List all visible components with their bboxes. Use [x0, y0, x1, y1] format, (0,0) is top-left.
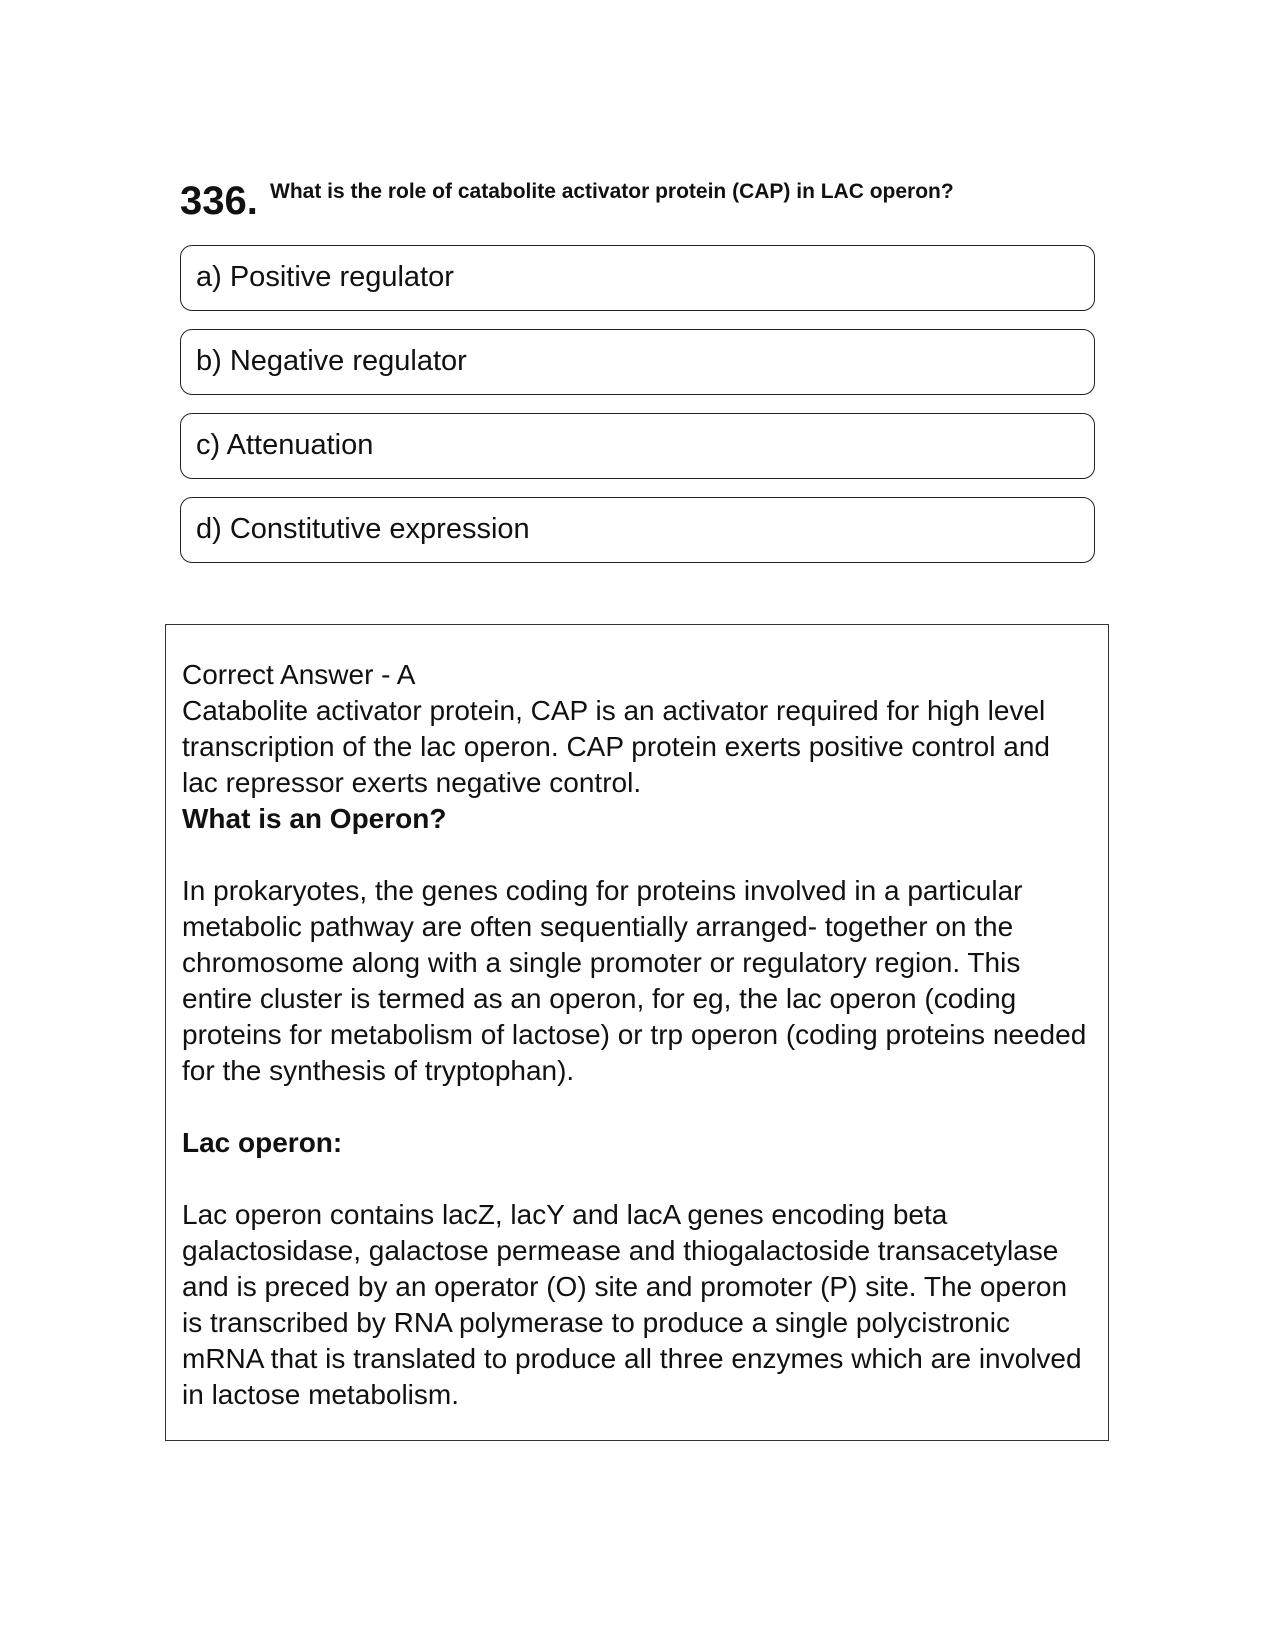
lac-operon-heading: Lac operon: — [182, 1127, 343, 1158]
option-a[interactable]: a) Positive regulator — [180, 245, 1095, 311]
option-b[interactable]: b) Negative regulator — [180, 329, 1095, 395]
question-number: 336. — [180, 179, 258, 223]
operon-paragraph: In prokaryotes, the genes coding for proteins involved in a particular metabolic pathway are often sequentially arranged- together on the chromosome along with a single promoter or regulatory region. This entire cluster is termed as an operon, for eg, the lac operon (coding proteins for metabolism of lactose) or trp operon (coding proteins needed for the synthesis of tryptophan). — [182, 875, 1087, 1086]
question-header — [180, 178, 1100, 228]
answer-explanation-box — [165, 624, 1109, 1441]
spacer — [182, 1089, 1092, 1125]
option-d[interactable]: d) Constitutive expression — [180, 497, 1095, 563]
option-c[interactable]: c) Attenuation — [180, 413, 1095, 479]
lac-operon-paragraph: Lac operon contains lacZ, lacY and lacA genes encoding beta galactosidase, galactose permease and thiogalactoside transacetylase and is preced by an operator (O) site and promoter (P) site. The operon is transcribed by RNA polymerase to produce a single polycistronic mRNA that is translated to produce all three enzymes which are involved in lactose metabolism. — [182, 1199, 1082, 1410]
question-text: What is the role of catabolite activator protein (CAP) in LAC operon? — [270, 180, 954, 203]
spacer — [182, 837, 1092, 873]
operon-heading: What is an Operon? — [182, 803, 447, 834]
correct-answer: Correct Answer - A — [182, 659, 416, 690]
answer-explanation: Catabolite activator protein, CAP is an activator required for high level transcription of the lac operon. CAP protein exerts positive control and lac repressor exerts negative control. — [182, 695, 1050, 798]
spacer — [182, 1161, 1092, 1197]
